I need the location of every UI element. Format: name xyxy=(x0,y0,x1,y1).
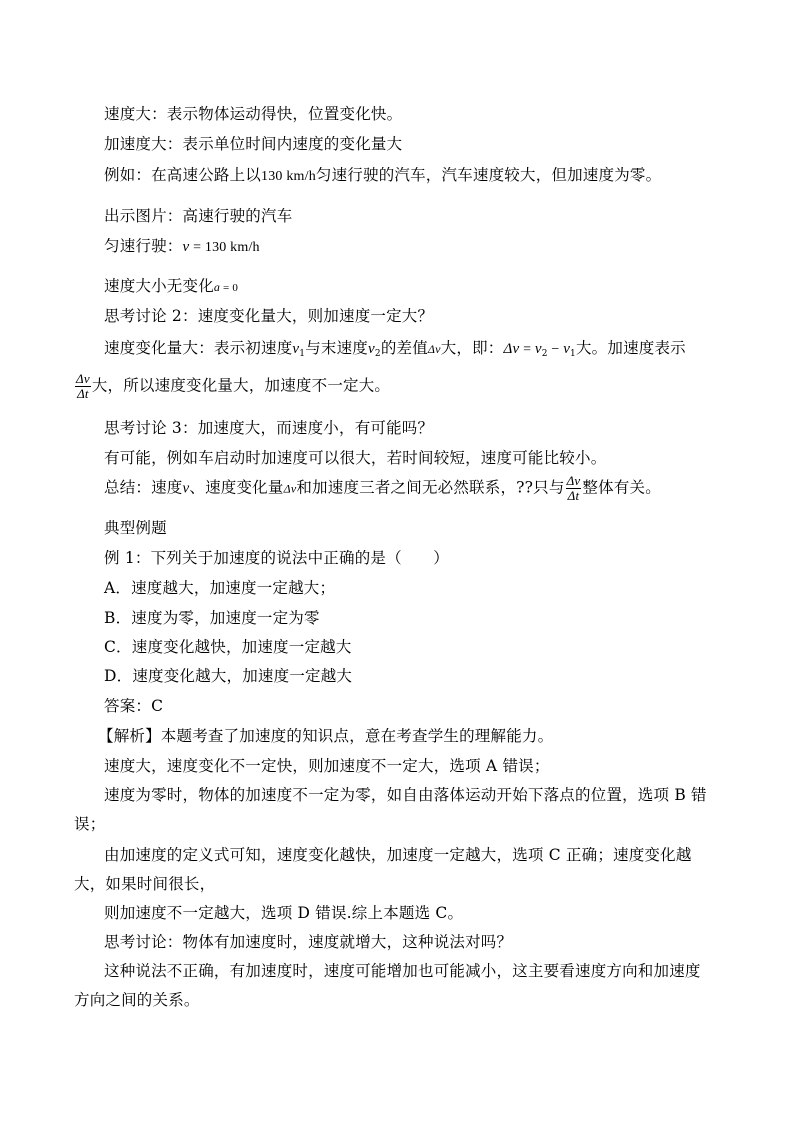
discussion-final-answer xyxy=(104,961,701,981)
math-operator: − xyxy=(547,342,564,357)
text: C．速度变化越快，加速度一定越大 xyxy=(104,638,352,656)
text: 方向之间的关系。 xyxy=(74,991,200,1009)
fraction-dv-dt xyxy=(75,372,91,401)
text: 思考讨论：物体有加速度时，速度就增大，这种说法对吗？ xyxy=(104,933,513,951)
text: A．速度越大，加速度一定越大； xyxy=(104,579,336,597)
math-operator: = xyxy=(519,342,535,357)
subscript: 2 xyxy=(541,349,548,359)
math-expression: = 130 km/h xyxy=(189,240,260,255)
option-d xyxy=(104,666,352,686)
math-delta-v: Δv xyxy=(427,342,441,356)
text: 有可能，例如车启动时加速度可以很大，若时间较短，速度可能比较小。 xyxy=(104,449,607,467)
math-v2: v xyxy=(534,341,542,357)
text: 出示图片：高速行驶的汽车 xyxy=(104,207,293,225)
text: 速度变化量大：表示初速度 xyxy=(104,339,293,357)
denominator: Δt xyxy=(567,488,580,503)
option-c xyxy=(104,637,352,657)
paragraph-velocity-change xyxy=(104,338,686,364)
text: 速度为零时，物体的加速度不一定为零，如自由落体运动开始下落点的位置，选项 B 错 xyxy=(104,786,707,804)
paragraph-speed-unchanged xyxy=(104,276,238,298)
paragraph-acceleration-fraction xyxy=(74,372,390,401)
text: 总结：速度 xyxy=(104,478,183,497)
math-delta-v: Δv xyxy=(503,341,520,357)
fraction-dv-dt xyxy=(566,474,582,503)
option-a xyxy=(104,578,335,598)
paragraph-acceleration-large xyxy=(104,134,402,154)
analysis-option-b xyxy=(104,785,707,805)
text: 和加速度三者之间无必然联系，??只与 xyxy=(296,478,565,497)
analysis-option-c xyxy=(104,845,692,865)
text: 速度大，速度变化不一定快，则加速度不一定大，选项 A 错误； xyxy=(104,757,550,775)
text: B．速度为零，加速度一定为零 xyxy=(104,609,320,627)
paragraph-summary xyxy=(104,474,661,503)
math-v: v xyxy=(182,480,190,497)
analysis-line xyxy=(98,726,553,746)
paragraph-velocity-large xyxy=(104,104,402,124)
paragraph-possible xyxy=(104,448,606,468)
text: 则加速度不一定越大，选项 D 错误.综上本题选 C。 xyxy=(104,904,464,922)
math-expression: = 0 xyxy=(220,282,239,294)
text: 大，如果时间很长， xyxy=(74,875,216,893)
math-v2: v xyxy=(368,341,375,357)
discussion-final-answer-cont xyxy=(74,990,200,1010)
text: 思考讨论 3：加速度大，而速度小，有可能吗？ xyxy=(104,419,434,437)
text: 匀速行驶的汽车，汽车速度较大，但加速度为零。 xyxy=(315,166,662,184)
text: 、速度变化量 xyxy=(189,478,284,497)
math-v: v xyxy=(182,239,190,255)
question-example-1 xyxy=(104,548,449,568)
text: 速度大：表示物体运动得快，位置变化快。 xyxy=(104,105,403,123)
text: 大，即： xyxy=(440,339,504,357)
analysis-option-b-cont xyxy=(74,814,105,834)
math-delta-v: Δv xyxy=(283,481,297,496)
text: 例 1：下列关于加速度的说法中正确的是（ ） xyxy=(104,549,449,567)
text: 的差值 xyxy=(380,339,428,357)
text: 典型例题 xyxy=(104,519,167,537)
speed-value: 130 km/h xyxy=(261,169,316,184)
discussion-final xyxy=(104,932,512,952)
paragraph-discussion-2 xyxy=(104,306,433,326)
paragraph-show-picture xyxy=(104,206,292,226)
subscript: 1 xyxy=(299,349,306,359)
denominator: Δt xyxy=(77,386,89,401)
paragraph-uniform-motion xyxy=(104,236,260,258)
text: 大，所以速度变化量大，加速度不一定大。 xyxy=(91,376,391,395)
text: 整体有关。 xyxy=(582,478,661,497)
paragraph-discussion-3 xyxy=(104,418,433,438)
option-b xyxy=(104,608,320,628)
text: 由加速度的定义式可知，速度变化越快，加速度一定越大，选项 C 正确；速度变化越 xyxy=(104,846,692,864)
text: 误； xyxy=(74,815,106,833)
numerator: Δv xyxy=(566,473,581,488)
analysis-option-d xyxy=(104,903,463,923)
paragraph-example-highway xyxy=(104,165,661,187)
text: 匀速行驶： xyxy=(104,237,183,255)
text: 答案：C xyxy=(104,697,164,715)
text: 加速度大：表示单位时间内速度的变化量大 xyxy=(104,135,403,153)
subscript: 2 xyxy=(374,349,381,359)
analysis-option-c-cont xyxy=(74,874,215,894)
numerator: Δv xyxy=(76,371,90,386)
subscript: 1 xyxy=(570,349,576,359)
analysis-option-a xyxy=(104,756,550,776)
section-heading-examples xyxy=(104,518,167,538)
math-v1: v xyxy=(563,341,571,357)
math-a: a xyxy=(213,280,221,294)
text: 速度大小无变化 xyxy=(104,277,214,295)
text: 大。加速度表示 xyxy=(575,339,686,357)
text: D．速度变化越大，加速度一定越大 xyxy=(104,667,353,685)
math-v1: v xyxy=(292,341,300,357)
text: 思考讨论 2：速度变化量大，则加速度一定大？ xyxy=(104,307,434,325)
text: 与末速度 xyxy=(305,339,369,357)
text: 【解析】本题考查了加速度的知识点，意在考查学生的理解能力。 xyxy=(98,727,554,745)
text: 这种说法不正确，有加速度时，速度可能增加也可能减小，这主要看速度方向和加速度 xyxy=(104,962,701,980)
text: 例如：在高速公路上以 xyxy=(104,166,262,184)
answer-line xyxy=(104,696,163,716)
